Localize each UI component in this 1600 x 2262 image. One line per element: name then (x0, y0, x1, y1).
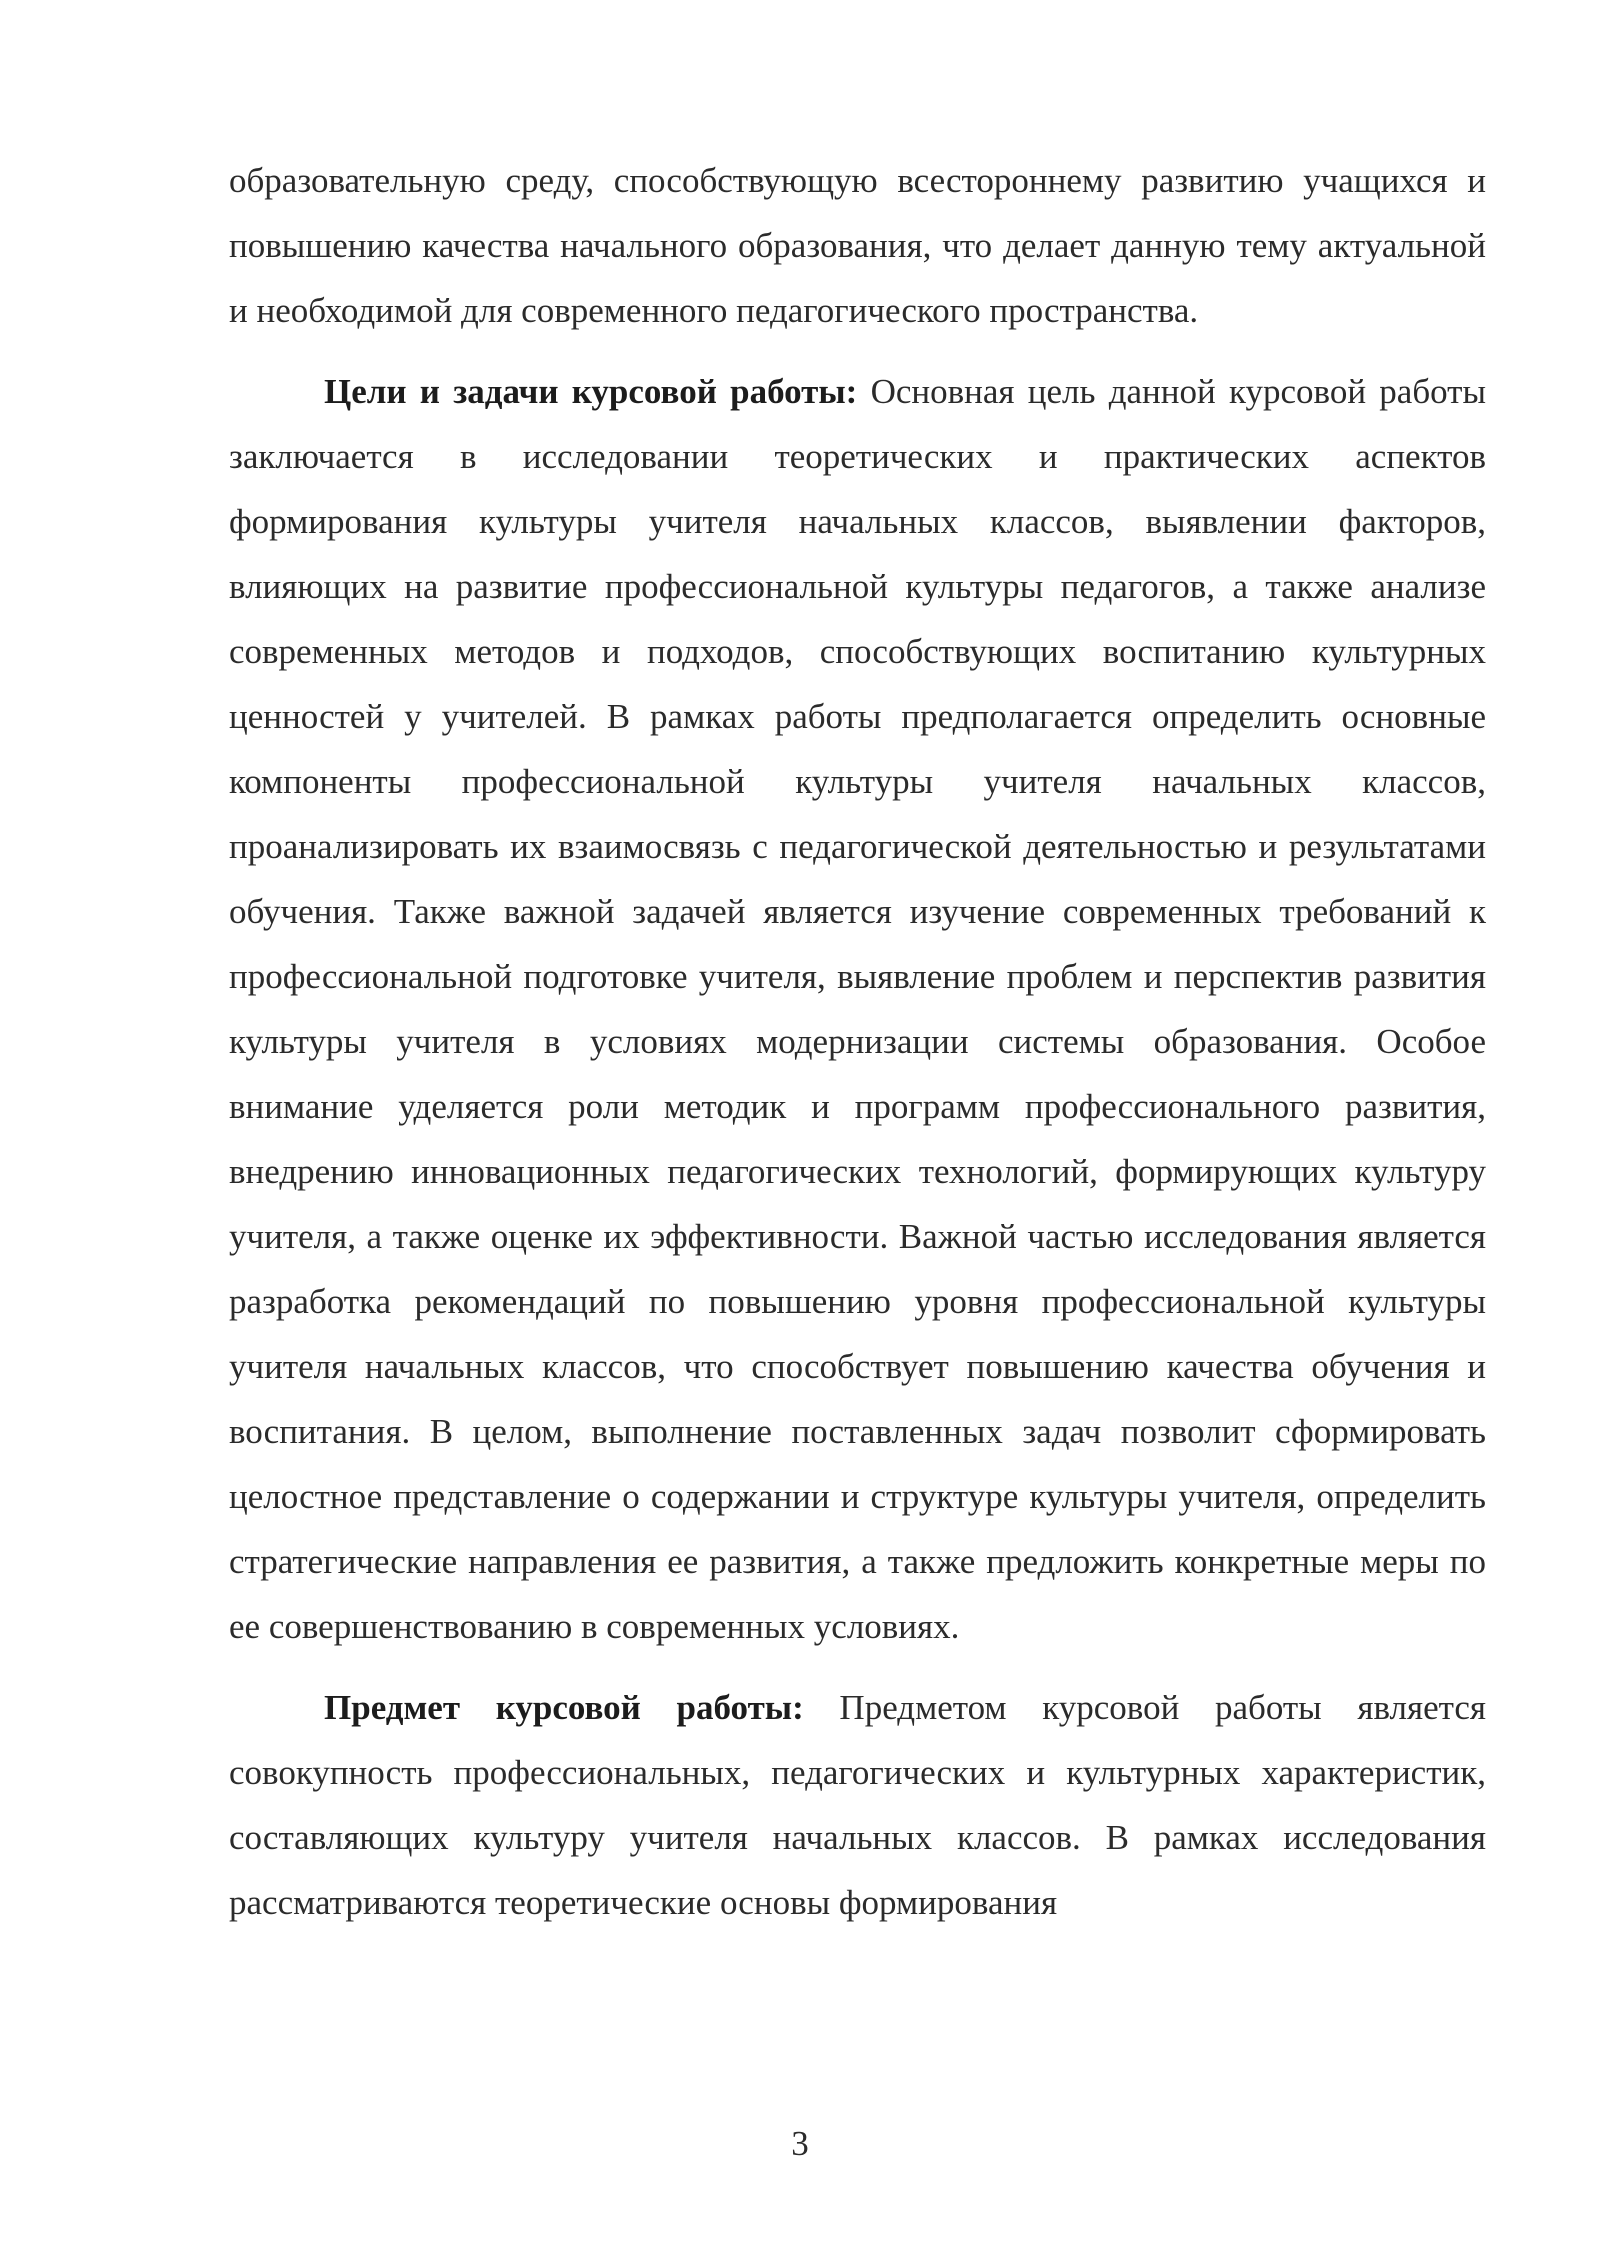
section-heading-subject: Предмет курсовой работы: (324, 1688, 804, 1727)
paragraph-text: образовательную среду, способствующую всестороннему развитию учащихся и повышению качества начального образования, что делает данную тему актуальной и необходимой для современного педагогического пространства. (229, 161, 1486, 330)
paragraph-goals-and-tasks (229, 359, 1486, 1659)
section-heading-goals: Цели и задачи курсовой работы: (324, 372, 858, 411)
paragraph-continuation (229, 148, 1486, 343)
paragraph-text: Основная цель данной курсовой работы заключается в исследовании теоретических и практических аспектов формирования культуры учителя начальных классов, выявлении факторов, влияющих на развитие профессиональной культуры педагогов, а также анализе современных методов и подходов, способствующих воспитанию культурных ценностей у учителей. В рамках работы предполагается определить основные компоненты профессиональной культуры учителя начальных классов, проанализировать их взаимосвязь с педагогической деятельностью и результатами обучения. Также важной задачей является изучение современных требований к профессиональной подготовке учителя, выявление проблем и перспектив развития культуры учителя в условиях модернизации системы образования. Особое внимание уделяется роли методик и программ профессионального развития, внедрению инновационных педагогических технологий, формирующих культуру учителя, а также оценке их эффективности. Важной частью исследования является разработка рекомендаций по повышению уровня профессиональной культуры учителя начальных классов, что способствует повышению качества обучения и воспитания. В целом, выполнение поставленных задач позволит сформировать целостное представление о содержании и структуре культуры учителя, определить стратегические направления ее развития, а также предложить конкретные меры по ее совершенствованию в современных условиях. (229, 372, 1486, 1646)
paragraph-subject (229, 1675, 1486, 1935)
document-body (229, 148, 1486, 1935)
page-number: 3 (791, 2124, 809, 2163)
paragraph-text: Предметом курсовой работы является совокупность профессиональных, педагогических и культурных характеристик, составляющих культуру учителя начальных классов. В рамках исследования рассматриваются теоретические основы формирования (229, 1688, 1486, 1922)
